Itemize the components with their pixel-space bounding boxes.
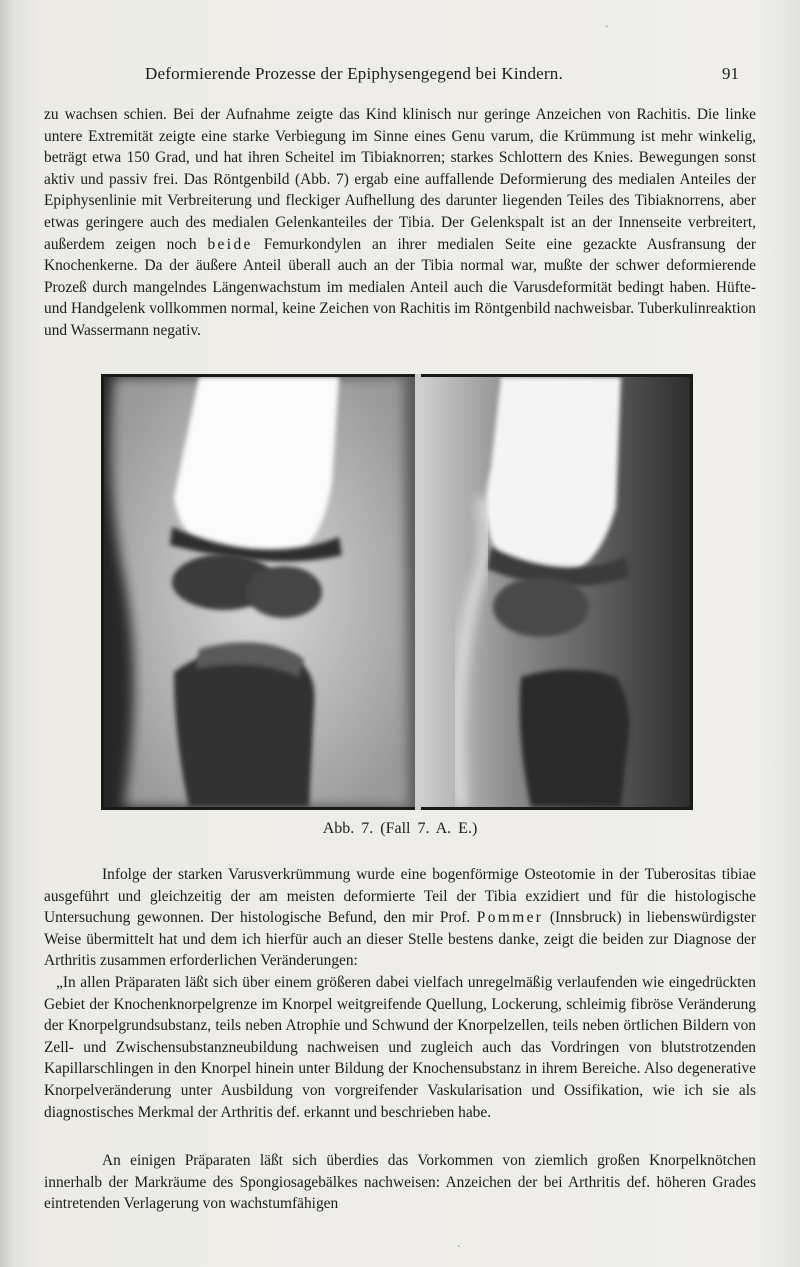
paragraph-2 xyxy=(44,864,756,972)
page-header xyxy=(0,62,800,92)
xray-image-right xyxy=(421,377,690,807)
paragraph-1 xyxy=(44,104,756,342)
running-title: Deformierende Prozesse der Epiphysengegend bei Kindern. xyxy=(145,64,563,83)
page-number: 91 xyxy=(722,64,739,83)
paragraph-1-text-a: zu wachsen schien. Bei der Aufnahme zeigte das Kind klinisch nur geringe Anzeichen von Rachitis. Die linke untere Extremität zeigte eine starke Verbiegung im Sinne eines Genu varum, die Krümmung ist mehr winkelig, beträgt etwa 150 Grad, und hat ihren Scheitel im Tibiaknorren; starkes Schlottern des Knies. Bewegungen sonst aktiv und passiv frei. Das Röntgenbild (Abb. 7) ergab eine auffallende Deformierung des medialen Anteiles der Epiphysenlinie mit Verbreiterung und fleckiger Aufhellung des darunter liegenden Teiles des Tibiaknorrens, aber etwas geringere auch des medialen Gelenkanteiles der Tibia. Der Gelenkspalt ist an der Innenseite verbreitert, außerdem zeigen noch xyxy=(44,106,756,253)
emphasis-pommer: Pommer xyxy=(476,909,544,927)
xray-image-left xyxy=(104,377,415,807)
paragraph-3-quote: „In allen Präparaten läßt sich über einem größeren dabei vielfach unregelmäßig verlaufenden wie eingedrückten Gebiet der Knochenknorpelgrenze im Knorpel weitgreifende Quellung, Lockerung, schleimig fibröse Veränderung der Knorpelgrundsubstanz, teils neben Atrophie und Schwund der Knorpelzellen, teils neben örtlichen Bildern von Zell- und Zwischensubstanzneubildung nachweisen und zugleich auch das Vordringen von blutstrotzenden Kapillarschlingen in den Knorpel hinein unter Bildung der Knochensubstanz in ihrem Bereiche. Also degenerative Knorpelveränderung unter Ausbildung von vorgreifender Vaskularisation und Ossifikation, wie ich sie als diagnostisches Merkmal der Arthritis def. erkannt und beschrieben habe. xyxy=(44,974,756,1121)
scan-speck: · xyxy=(457,1240,461,1253)
emphasis-beide: beide xyxy=(207,235,253,253)
figure-caption: Abb. 7. (Fall 7. A. E.) xyxy=(322,820,478,837)
xray-figure xyxy=(101,374,693,810)
paragraph-1-text-b: Femurkondylen an ihrer medialen Seite eine gezackte Ausfransung der Knochenkerne. Da der äußere Anteil überall auch an der Tibia normal war, mußte der schwer deformierende Prozeß durch mangelndes Längenwachstum im medialen Anteil auch die Varusdeformität bedingt haben. Hüfte- und Handgelenk vollkommen normal, keine Zeichen von Rachitis im Röntgenbild nachweisbar. Tuberkulinreaktion und Wassermann negativ. xyxy=(44,235,757,339)
scan-speck: · xyxy=(605,20,609,33)
paragraph-2-text-a: Infolge der starken Varusverkrümmung wurde eine bogenförmige Osteotomie in der Tuberositas tibiae ausgeführt und gleichzeitig der am meisten deformierte Teil der Tibia exzidiert und für die histologische Untersuchung gewonnen. Der histologische Befund, den mir Prof. xyxy=(44,866,756,927)
paragraph-2-text-b: (Innsbruck) in liebenswürdigster Weise übermittelt hat und dem ich hierfür auch an dieser Stelle bestens danke, zeigt die beiden zur Diagnose der Arthritis zusammen erforderlichen Veränderungen: xyxy=(44,909,756,970)
paragraph-4: An einigen Präparaten läßt sich überdies das Vorkommen von ziemlich großen Knorpelknötchen innerhalb der Markräume des Spongiosagebälkes nachweisen: Anzeichen der bei Arthritis def. höheren Grades eintretenden Verlagerung von wachstumfähigen xyxy=(44,1152,756,1213)
